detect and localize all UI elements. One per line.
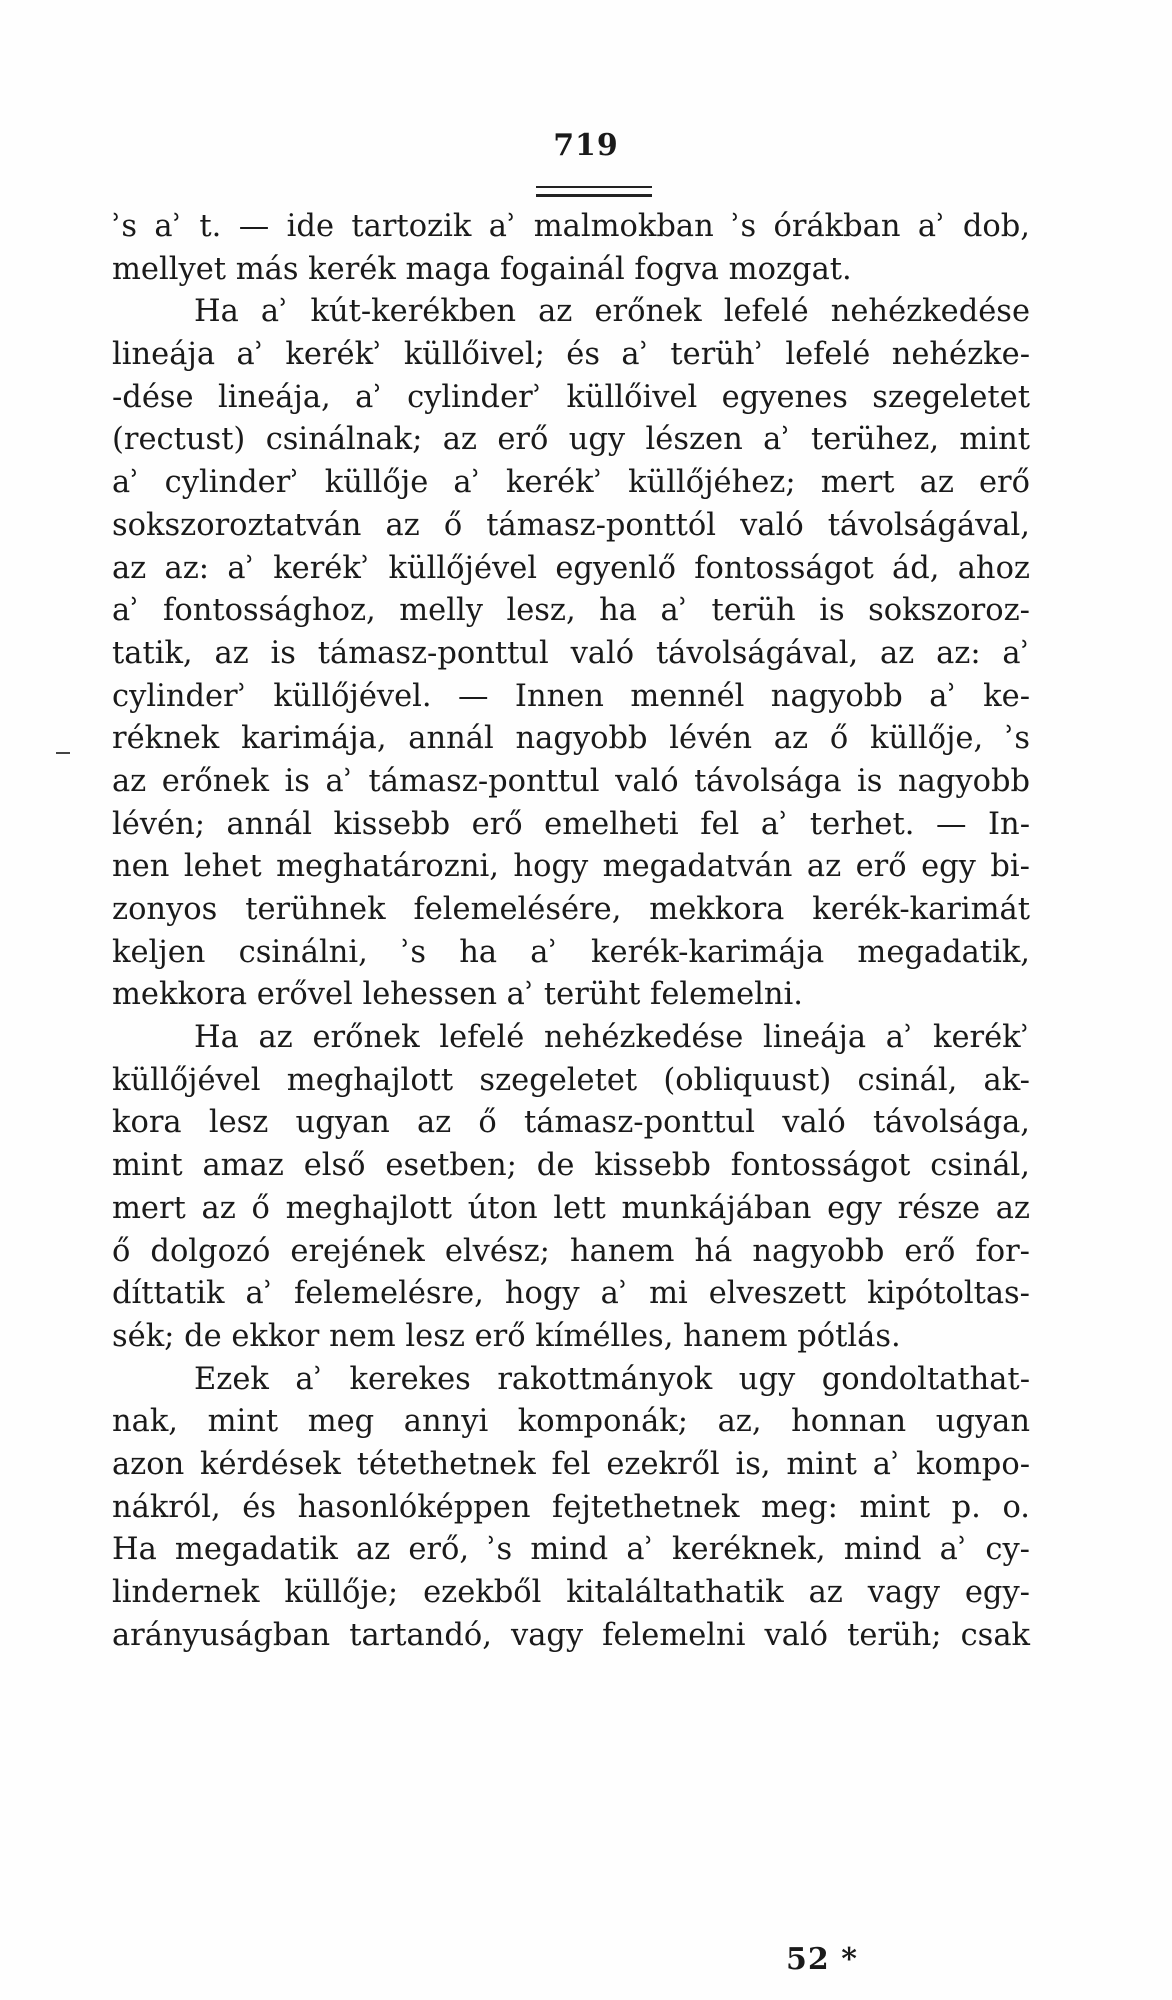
text-line: Ha megadatik az erő, ʾs mind aʾ keréknek, mind aʾ cy- [112, 1532, 1030, 1568]
text-line: cylinderʾ küllőjével. — Innen mennél nagyobb aʾ ke- [112, 678, 1030, 714]
header-rule [536, 186, 652, 197]
text-line: nen lehet meghatározni, hogy megadatván az erő egy bi- [112, 849, 1030, 885]
text-line: ʾs aʾ t. — ide tartozik aʾ malmokban ʾs órákban aʾ dob, [112, 209, 1030, 244]
text-line: (rectust) csinálnak; az erő ugy lészen aʾ terühez, mint [112, 422, 1030, 458]
text-line: zonyos terühnek felemelésére, mekkora kerék-karimát [112, 892, 1030, 927]
text-line: ő dolgozó erejének elvész; hanem há nagyobb erő for- [112, 1233, 1030, 1269]
text-line: tatik, az is támasz-ponttul való távolságával, az az: aʾ [112, 635, 1030, 671]
text-line: arányuságban tartandó, vagy felemelni való terüh; csak [112, 1617, 1030, 1653]
text-line: az erőnek is aʾ támasz-ponttul való távolsága is nagyobb [112, 763, 1030, 799]
text-line: nak, mint meg annyi komponák; az, honnan ugyan [112, 1404, 1030, 1440]
text-line: réknek karimája, annál nagyobb lévén az ő küllője, ʾs [112, 721, 1030, 757]
text-line: Ha az erőnek lefelé nehézkedése lineája aʾ kerékʾ [194, 1020, 1030, 1056]
text-line: díttatik aʾ felemelésre, hogy aʾ mi elveszett kipótoltas- [112, 1276, 1030, 1312]
text-line: Ha aʾ kút-kerékben az erőnek lefelé nehézkedése [194, 294, 1030, 330]
page-number: 719 [553, 128, 619, 163]
text-line: lindernek küllője; ezekből kitaláltathatik az vagy egy- [112, 1575, 1030, 1610]
text-line: aʾ fontossághoz, melly lesz, ha aʾ terüh is sokszoroz- [112, 593, 1030, 629]
text-line: sék; de ekkor nem lesz erő kímélles, hanem pótlás. [112, 1318, 901, 1354]
body-text [112, 206, 1030, 1657]
text-line: mert az ő meghajlott úton lett munkájában egy része az [112, 1190, 1030, 1226]
text-line: mekkora erővel lehessen aʾ terüht felemelni. [112, 977, 804, 1013]
text-line: mint amaz első esetben; de kissebb fontosságot csinál, [112, 1148, 1030, 1184]
text-line: -dése lineája, aʾ cylinderʾ küllőivel egyenes szegeletet [112, 379, 1030, 415]
margin-mark [56, 752, 70, 754]
text-line: azon kérdések tétethetnek fel ezekről is, mint aʾ kompo- [112, 1446, 1030, 1482]
text-line: keljen csinálni, ʾs ha aʾ kerék-karimája megadatik, [112, 934, 1030, 970]
text-line: aʾ cylinderʾ küllője aʾ kerékʾ küllőjéhez; mert az erő [112, 465, 1030, 501]
text-line: mellyet más kerék maga fogainál fogva mozgat. [112, 251, 852, 287]
text-line: küllőjével meghajlott szegeletet (obliquust) csinál, ak- [112, 1062, 1030, 1098]
text-line: lineája aʾ kerékʾ küllőivel; és aʾ terühʾ lefelé nehézke- [112, 337, 1030, 373]
text-line: lévén; annál kissebb erő emelheti fel aʾ terhet. — In- [112, 806, 1030, 842]
signature-mark: 52 * [786, 1942, 858, 1977]
text-line: az az: aʾ kerékʾ küllőjével egyenlő fontosságot ád, ahoz [112, 550, 1030, 586]
text-line: sokszoroztatván az ő támasz-ponttól való távolságával, [112, 507, 1030, 543]
text-line: Ezek aʾ kerekes rakottmányok ugy gondoltathat- [194, 1361, 1030, 1397]
text-line: nákról, és hasonlóképpen fejtethetnek meg: mint p. o. [112, 1489, 1030, 1525]
text-line: kora lesz ugyan az ő támasz-ponttul való távolsága, [112, 1105, 1030, 1141]
